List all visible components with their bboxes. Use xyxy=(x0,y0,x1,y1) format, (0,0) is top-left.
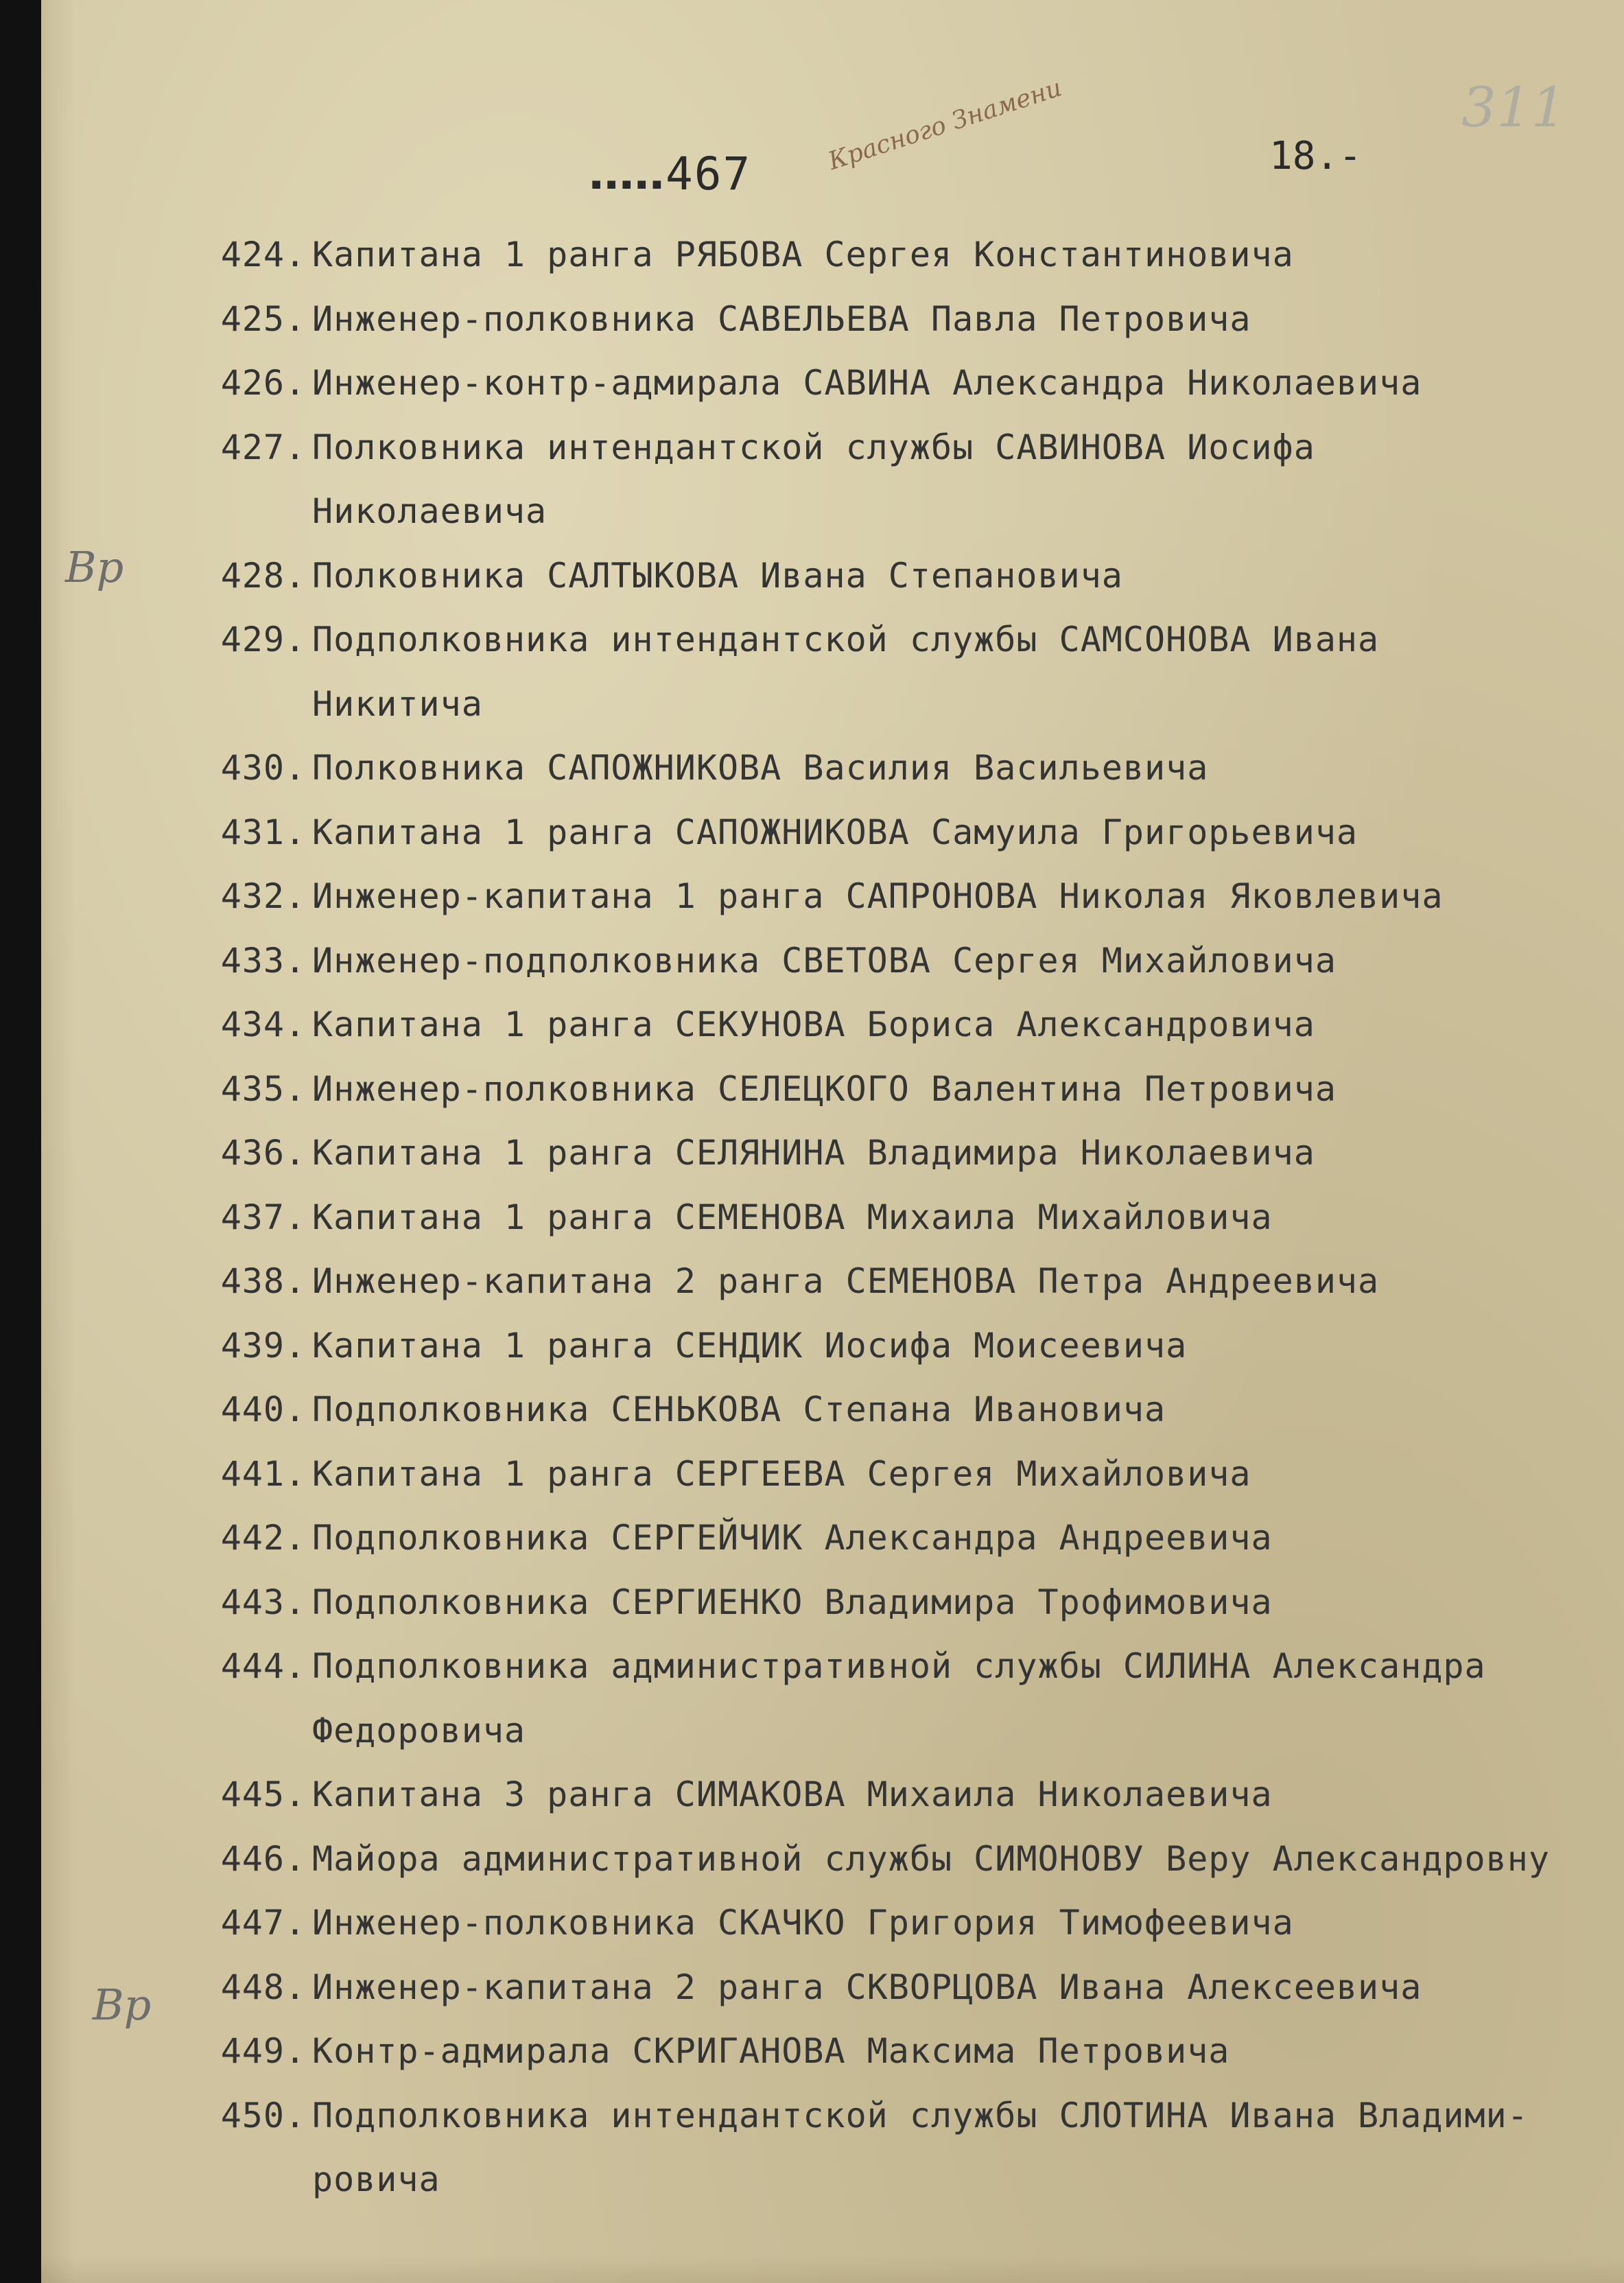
entry-number: 436 xyxy=(220,1133,285,1173)
entry-number: 450 xyxy=(220,2095,285,2135)
entry-text: Полковника САЛТЫКОВА Ивана Степановича xyxy=(312,555,1123,596)
list-item xyxy=(165,1057,1599,1122)
entry-text: Подполковника СЕНЬКОВА Степана Ивановича xyxy=(312,1390,1166,1429)
award-list xyxy=(165,223,1599,2212)
entry-number-dot: . xyxy=(285,1453,307,1494)
entry-number: 437 xyxy=(220,1197,285,1237)
entry-text: Инженер-капитана 1 ранга САПРОНОВА Николая Яковлевича xyxy=(312,876,1444,916)
list-item xyxy=(165,1956,1599,2020)
entry-number-dot: . xyxy=(285,2031,307,2071)
header-dots: ▪▪▪▪▪ xyxy=(590,172,666,196)
archive-mark: 311 xyxy=(1461,75,1566,139)
entry-number: 431 xyxy=(220,812,285,852)
list-item xyxy=(165,1186,1599,1250)
entry-text: Инженер-подполковника СВЕТОВА Сергея Михайловича xyxy=(312,940,1337,981)
entry-number: 444 xyxy=(220,1646,285,1686)
page-number: 467 xyxy=(666,148,752,200)
entry-number: 435 xyxy=(220,1068,285,1109)
list-item xyxy=(165,1763,1599,1827)
entry-number: 427 xyxy=(220,427,285,467)
list-item xyxy=(165,929,1599,994)
margin-note: Вр xyxy=(93,1980,152,2030)
entry-text: Подполковника СЕРГИЕНКО Владимира Трофимовича xyxy=(312,1582,1273,1622)
entry-number: 445 xyxy=(220,1775,285,1814)
entry-number-dot: . xyxy=(285,620,307,659)
entry-number-dot: . xyxy=(285,1838,307,1879)
entry-number: 447 xyxy=(220,1903,285,1943)
entry-number: 425 xyxy=(220,298,285,339)
list-item xyxy=(165,736,1599,801)
list-item xyxy=(165,865,1599,929)
scan-border xyxy=(0,0,41,2283)
entry-text: Майора административной службы СИМОНОВУ Веру Александровну xyxy=(312,1838,1550,1879)
entry-number-dot: . xyxy=(285,555,307,596)
entry-number-dot: . xyxy=(285,1133,307,1173)
entry-number-dot: . xyxy=(285,1582,307,1622)
entry-number-dot: . xyxy=(285,748,307,788)
entry-text: Инженер-контр-адмирала САВИНА Александра Николаевича xyxy=(312,363,1422,403)
entry-number: 439 xyxy=(220,1325,285,1366)
entry-number: 446 xyxy=(220,1838,285,1879)
entry-number-dot: . xyxy=(285,298,307,339)
list-item xyxy=(165,1571,1599,1635)
entry-number: 426 xyxy=(220,363,285,403)
entry-text: Контр-адмирала СКРИГАНОВА Максима Петровича xyxy=(312,2031,1230,2071)
list-item xyxy=(165,544,1599,609)
entry-text: Капитана 1 ранга СЕКУНОВА Бориса Александровича xyxy=(312,1005,1315,1044)
entry-text: Капитана 3 ранга СИМАКОВА Михаила Николаевича xyxy=(312,1775,1273,1814)
list-item xyxy=(165,993,1599,1057)
entry-number: 438 xyxy=(220,1261,285,1301)
handwritten-annotation: Красного Знамени xyxy=(825,73,1066,176)
entry-number-dot: . xyxy=(285,1325,307,1366)
list-item xyxy=(165,1506,1599,1571)
margin-note: Вр xyxy=(65,542,124,592)
sheet-number: 18.- xyxy=(1269,134,1362,178)
entry-number: 424 xyxy=(220,235,285,274)
entry-text: Инженер-капитана 2 ранга СКВОРЦОВА Ивана Алексеевича xyxy=(312,1967,1422,2007)
entry-text: Подполковника административной службы СИЛИНА Александра xyxy=(312,1646,1486,1686)
entry-text: Полковника САПОЖНИКОВА Василия Васильевича xyxy=(312,748,1209,788)
entry-number: 448 xyxy=(220,1967,285,2007)
entry-text-continuation: Никитича xyxy=(312,683,483,724)
entry-text-continuation: Федоровича xyxy=(312,1710,526,1751)
entry-text: Капитана 1 ранга СЕМЕНОВА Михаила Михайловича xyxy=(312,1197,1273,1237)
list-item xyxy=(165,1827,1599,1892)
list-item xyxy=(165,288,1599,352)
entry-number-dot: . xyxy=(285,940,307,981)
binding-hole-mark: ʃ xyxy=(19,302,38,337)
list-item xyxy=(165,1121,1599,1186)
entry-number: 441 xyxy=(220,1453,285,1494)
entry-number-dot: . xyxy=(285,1967,307,2007)
entry-number-dot: . xyxy=(285,1068,307,1109)
list-item xyxy=(165,2019,1599,2084)
entry-number-dot: . xyxy=(285,2095,307,2135)
entry-number-dot: . xyxy=(285,1646,307,1686)
list-item xyxy=(165,1442,1599,1507)
list-item xyxy=(165,1891,1599,1956)
entry-number: 434 xyxy=(220,1005,285,1044)
entry-number: 428 xyxy=(220,555,285,596)
list-item xyxy=(165,223,1599,288)
entry-number-dot: . xyxy=(285,1005,307,1044)
entry-text: Инженер-полковника СЕЛЕЦКОГО Валентина Петровича xyxy=(312,1068,1337,1109)
list-item xyxy=(165,1378,1599,1442)
entry-text: Капитана 1 ранга СЕЛЯНИНА Владимира Николаевича xyxy=(312,1133,1315,1173)
entry-text: Подполковника интендантской службы СЛОТИНА Ивана Владими- xyxy=(312,2095,1529,2135)
entry-number: 430 xyxy=(220,748,285,788)
entry-number-dot: . xyxy=(285,1518,307,1558)
list-item xyxy=(165,608,1599,672)
entry-number-dot: . xyxy=(285,1390,307,1429)
entry-text-continuation: ровича xyxy=(312,2159,440,2199)
list-item xyxy=(165,351,1599,416)
entry-number: 449 xyxy=(220,2031,285,2071)
entry-text: Полковника интендантской службы САВИНОВА Иосифа xyxy=(312,427,1315,467)
binding-hole-mark: ▾ xyxy=(21,1070,39,1105)
entry-number-dot: . xyxy=(285,427,307,467)
entry-text-continuation: Николаевича xyxy=(312,491,548,531)
entry-text: Подполковника СЕРГЕЙЧИК Александра Андреевича xyxy=(312,1518,1273,1558)
list-item xyxy=(165,1635,1599,1699)
list-item xyxy=(165,801,1599,865)
list-item xyxy=(165,2084,1599,2149)
entry-text: Капитана 1 ранга САПОЖНИКОВА Самуила Григорьевича xyxy=(312,812,1358,852)
entry-number: 429 xyxy=(220,620,285,659)
entry-number-dot: . xyxy=(285,812,307,852)
entry-number-dot: . xyxy=(285,1903,307,1943)
list-item xyxy=(165,1314,1599,1379)
list-item xyxy=(165,1250,1599,1314)
entry-text: Инженер-капитана 2 ранга СЕМЕНОВА Петра Андреевича xyxy=(312,1261,1380,1301)
entry-number: 442 xyxy=(220,1518,285,1558)
entry-number: 433 xyxy=(220,940,285,981)
entry-text: Капитана 1 ранга РЯБОВА Сергея Константиновича xyxy=(312,235,1294,274)
entry-text: Подполковника интендантской службы САМСОНОВА Ивана xyxy=(312,620,1380,659)
entry-number-dot: . xyxy=(285,1261,307,1301)
entry-text: Инженер-полковника СКАЧКО Григория Тимофеевича xyxy=(312,1903,1294,1943)
list-item xyxy=(165,416,1599,480)
entry-number-dot: . xyxy=(285,876,307,916)
entry-number-dot: . xyxy=(285,363,307,403)
entry-number-dot: . xyxy=(285,1197,307,1237)
binding-hole-mark: ✓ xyxy=(15,206,34,241)
entry-number: 440 xyxy=(220,1390,285,1429)
entry-number-dot: . xyxy=(285,235,307,274)
binding-hole-mark: ♦ xyxy=(22,738,40,773)
entry-text: Инженер-полковника САВЕЛЬЕВА Павла Петровича xyxy=(312,298,1251,339)
entry-number: 443 xyxy=(220,1582,285,1622)
entry-text: Капитана 1 ранга СЕРГЕЕВА Сергея Михайловича xyxy=(312,1453,1251,1494)
entry-text: Капитана 1 ранга СЕНДИК Иосифа Моисеевича xyxy=(312,1325,1188,1366)
entry-number-dot: . xyxy=(285,1775,307,1814)
entry-number: 432 xyxy=(220,876,285,916)
